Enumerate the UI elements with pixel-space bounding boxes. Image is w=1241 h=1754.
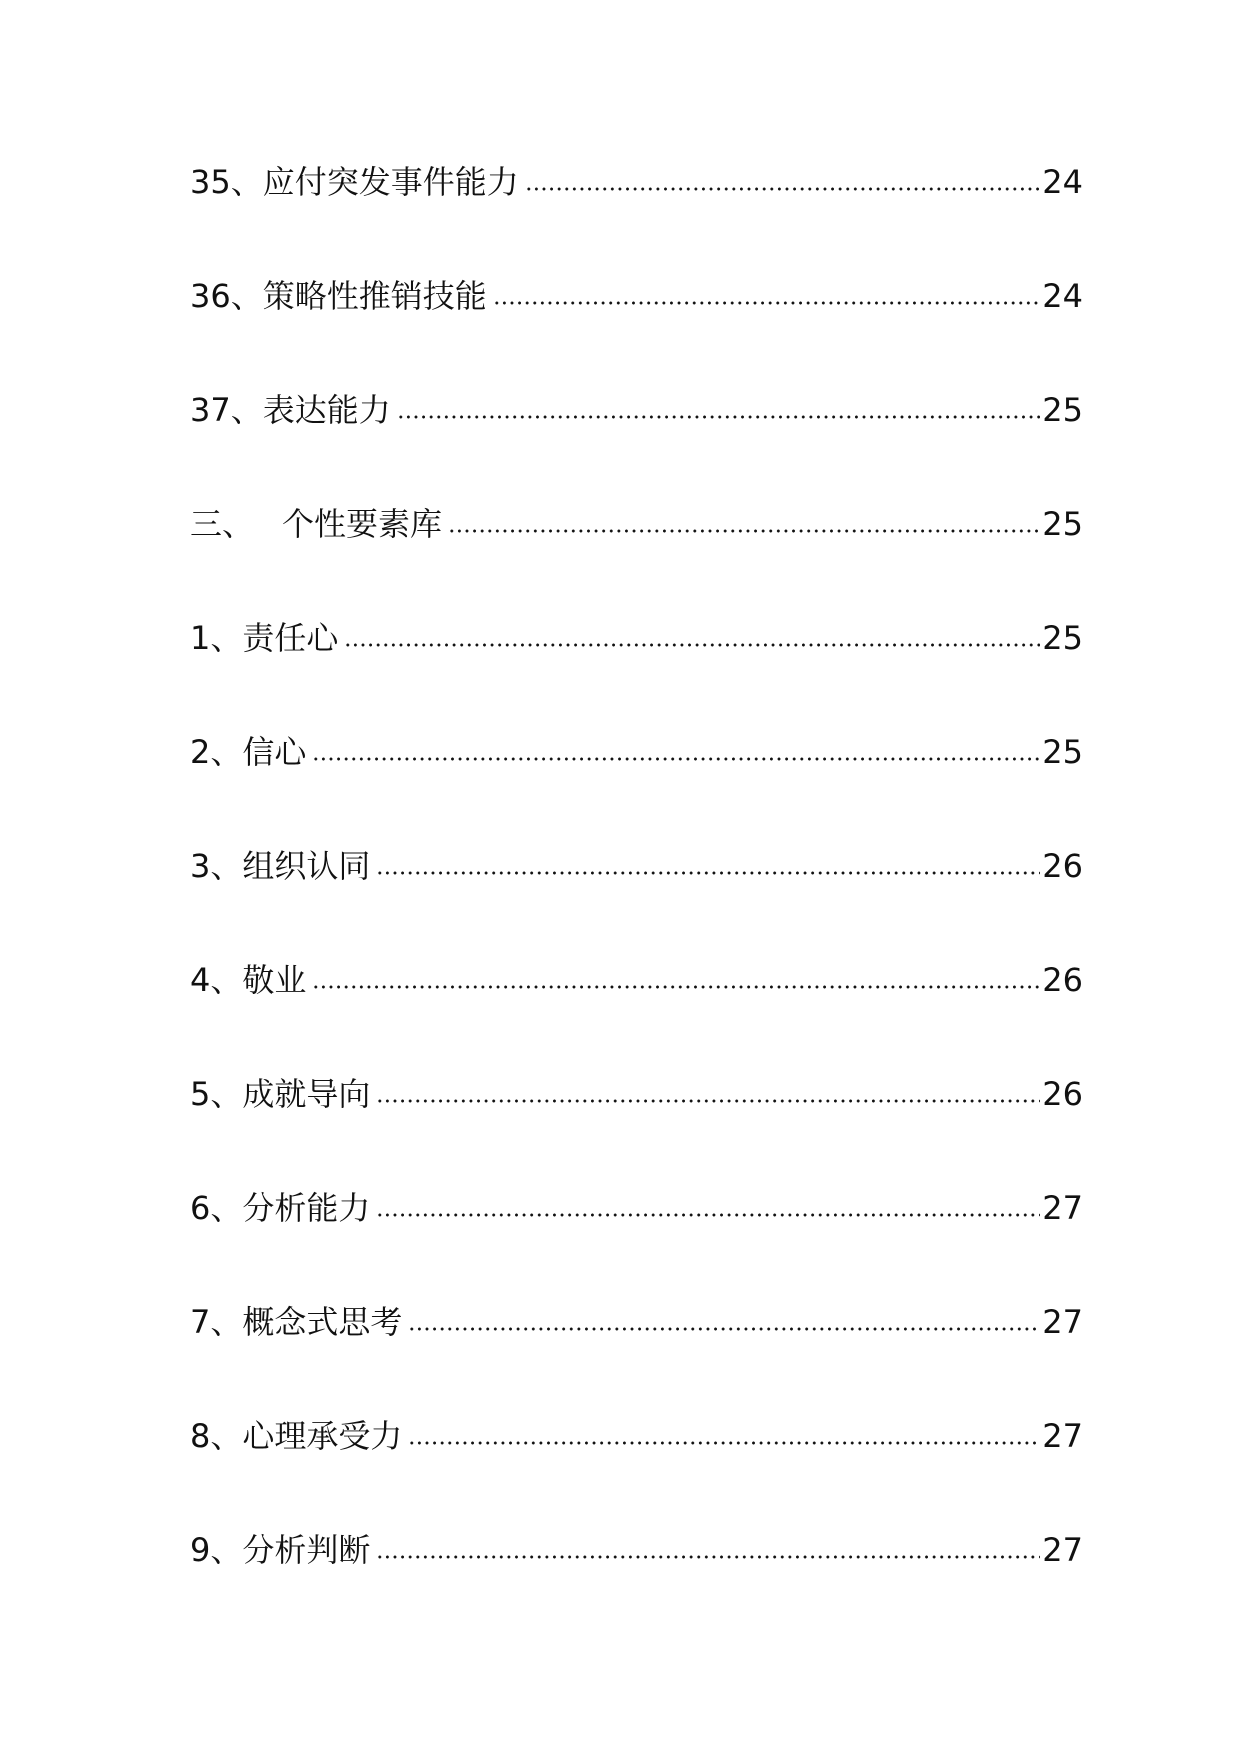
toc-entry-number: 9 (190, 1531, 211, 1569)
dot-leader (312, 757, 1040, 761)
dot-leader (376, 871, 1040, 875)
toc-entry-separator: 、 (210, 619, 243, 657)
dot-leader (344, 643, 1040, 647)
toc-entry-label: 分析能力 (242, 1189, 371, 1227)
toc-entry-page: 25 (1042, 505, 1083, 543)
toc-entry-6[interactable] (190, 1176, 1083, 1290)
dot-leader (493, 301, 1041, 305)
toc-entry-title (190, 492, 448, 556)
dot-leader (312, 985, 1040, 989)
toc-entry-8[interactable] (190, 1404, 1083, 1518)
toc-entry-title (190, 606, 344, 670)
toc-entry-label: 策略性推销技能 (262, 277, 487, 315)
table-of-contents (190, 150, 1083, 1632)
toc-entry-separator: 、 (210, 1303, 243, 1341)
toc-entry-label: 敬业 (242, 961, 307, 999)
toc-entry-number: 8 (190, 1417, 211, 1455)
toc-entry-title (190, 1518, 376, 1582)
toc-entry-separator: 、 (210, 847, 243, 885)
toc-entry-7[interactable] (190, 1290, 1083, 1404)
toc-entry-number: 2 (190, 733, 211, 771)
toc-entry-page: 27 (1042, 1303, 1083, 1341)
toc-entry-page: 24 (1042, 277, 1083, 315)
dot-leader (448, 529, 1040, 533)
toc-entry-number: 5 (190, 1075, 211, 1113)
toc-entry-separator: 、 (210, 1075, 243, 1113)
toc-entry-3[interactable] (190, 834, 1083, 948)
toc-entry-number: 三 (190, 505, 223, 543)
toc-entry-label: 责任心 (242, 619, 339, 657)
dot-leader (408, 1327, 1040, 1331)
toc-entry-page: 26 (1042, 847, 1083, 885)
toc-entry-separator: 、 (210, 961, 243, 999)
dot-leader (525, 187, 1041, 191)
toc-entry-number: 3 (190, 847, 211, 885)
toc-entry-number: 37 (190, 391, 231, 429)
toc-entry-title (190, 1062, 376, 1126)
toc-entry-separator: 、 (230, 391, 263, 429)
dot-leader (376, 1555, 1040, 1559)
toc-entry-title (190, 150, 525, 214)
toc-entry-9[interactable] (190, 1518, 1083, 1632)
toc-entry-label: 概念式思考 (242, 1303, 403, 1341)
toc-entry-title (190, 1176, 376, 1240)
toc-entry-separator: 、 (222, 505, 255, 543)
toc-entry-title (190, 720, 312, 784)
toc-entry-number: 6 (190, 1189, 211, 1227)
toc-entry-page: 27 (1042, 1531, 1083, 1569)
toc-entry-label: 个性要素库 (282, 505, 443, 543)
toc-entry-number: 4 (190, 961, 211, 999)
toc-entry-page: 27 (1042, 1417, 1083, 1455)
dot-leader (376, 1213, 1040, 1217)
toc-entry-page: 25 (1042, 619, 1083, 657)
toc-entry-page: 27 (1042, 1189, 1083, 1227)
toc-entry-title (190, 834, 376, 898)
toc-entry-label: 表达能力 (262, 391, 391, 429)
toc-entry-number: 7 (190, 1303, 211, 1341)
toc-entry-page: 26 (1042, 1075, 1083, 1113)
toc-entry-37[interactable] (190, 378, 1083, 492)
toc-entry-separator: 、 (210, 733, 243, 771)
toc-entry-title (190, 264, 493, 328)
dot-leader (408, 1441, 1040, 1445)
toc-entry-5[interactable] (190, 1062, 1083, 1176)
toc-entry-separator: 、 (230, 277, 263, 315)
toc-entry-36[interactable] (190, 264, 1083, 378)
toc-entry-1[interactable] (190, 606, 1083, 720)
toc-section-3[interactable] (190, 492, 1083, 606)
toc-entry-title (190, 1290, 408, 1354)
toc-entry-page: 25 (1042, 733, 1083, 771)
toc-entry-number: 1 (190, 619, 211, 657)
toc-entry-number: 35 (190, 163, 231, 201)
toc-entry-separator: 、 (210, 1417, 243, 1455)
dot-leader (397, 415, 1041, 419)
toc-entry-label: 分析判断 (242, 1531, 371, 1569)
dot-leader (376, 1099, 1040, 1103)
toc-entry-label: 心理承受力 (242, 1417, 403, 1455)
toc-entry-number: 36 (190, 277, 231, 315)
toc-entry-4[interactable] (190, 948, 1083, 1062)
toc-entry-35[interactable] (190, 150, 1083, 264)
toc-entry-2[interactable] (190, 720, 1083, 834)
toc-entry-separator: 、 (230, 163, 263, 201)
toc-entry-separator: 、 (210, 1189, 243, 1227)
toc-entry-title (190, 378, 397, 442)
toc-entry-page: 26 (1042, 961, 1083, 999)
toc-entry-separator: 、 (210, 1531, 243, 1569)
toc-entry-label: 组织认同 (242, 847, 371, 885)
toc-entry-label: 成就导向 (242, 1075, 371, 1113)
toc-entry-title (190, 948, 312, 1012)
toc-entry-page: 25 (1042, 391, 1083, 429)
toc-entry-label: 应付突发事件能力 (262, 163, 519, 201)
toc-entry-label: 信心 (242, 733, 307, 771)
toc-entry-title (190, 1404, 408, 1468)
toc-entry-page: 24 (1042, 163, 1083, 201)
